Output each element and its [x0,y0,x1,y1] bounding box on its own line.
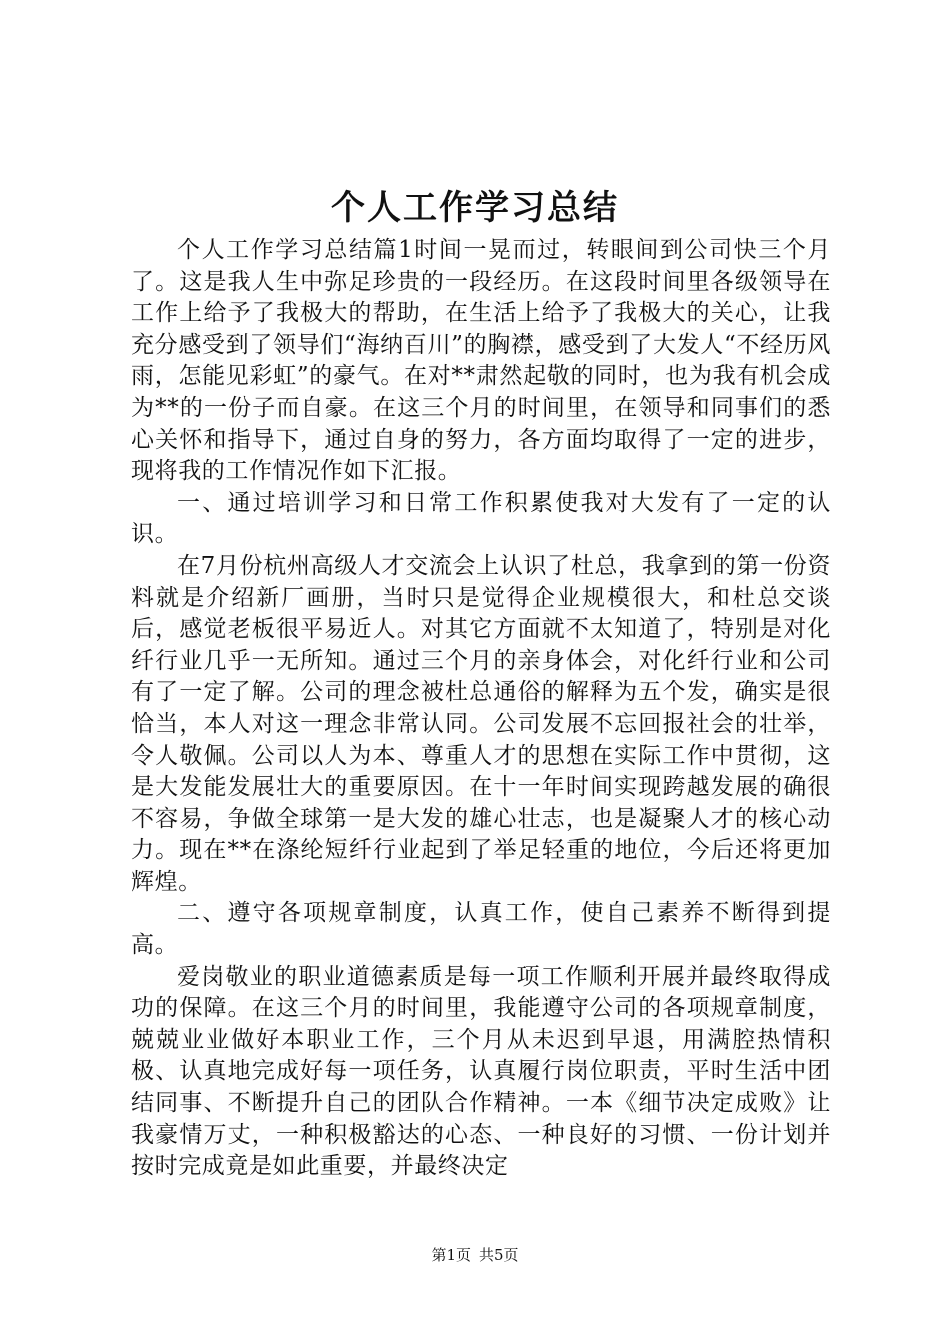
section-heading-2: 二、遵守各项规章制度，认真工作，使自己素养不断得到提高。 [131,900,831,959]
section-heading-1: 一、通过培训学习和日常工作积累使我对大发有了一定的认识。 [131,489,831,548]
page-number: 第1页 [431,1246,471,1264]
document-title: 个人工作学习总结 [331,188,619,228]
paragraph-section-1: 在7月份杭州高级人才交流会上认识了杜总，我拿到的第一份资料就是介绍新厂画册，当时只是觉得企业规模很大，和杜总交谈后，感觉老板很平易近人。对其它方面就不太知道了，特别是对化纤行业几乎一无所知。通过三个月的亲身体会，对化纤行业和公司有了一定了解。公司的理念被杜总通俗的解释为五个发，确实是很恰当，本人对这一理念非常认同。公司发展不忘回报社会的壮举，令人敬佩。公司以人为本、尊重人才的思想在实际工作中贯彻，这是大发能发展壮大的重要原因。在十一年时间实现跨越发展的确很不容易，争做全球第一是大发的雄心壮志，也是凝聚人才的核心动力。现在**在涤纶短纤行业起到了举足轻重的地位，今后还将更加辉煌。 [131,552,831,895]
page-total: 共5页 [479,1246,519,1264]
paragraph-section-2: 爱岗敬业的职业道德素质是每一项工作顺利开展并最终取得成功的保障。在这三个月的时间里，我能遵守公司的各项规章制度，兢兢业业做好本职业工作，三个月从未迟到早退，用满腔热情积极、认真地完成好每一项任务，认真履行岗位职责，平时生活中团结同事、不断提升自己的团队合作精神。一本《细节决定成败》让我豪情万丈，一种积极豁达的心态、一种良好的习惯、一份计划并按时完成竟是如此重要，并最终决定 [131,963,831,1180]
page-footer [0,1244,950,1266]
document-body [131,235,831,1183]
paragraph-intro: 个人工作学习总结篇1时间一晃而过，转眼间到公司快三个月了。这是我人生中弥足珍贵的一段经历。在这段时间里各级领导在工作上给予了我极大的帮助，在生活上给予了我极大的关心，让我充分感受到了领导们“海纳百川”的胸襟，感受到了大发人“不经历风雨，怎能见彩虹”的豪气。在对**肃然起敬的同时，也为我有机会成为**的一份子而自豪。在这三个月的时间里，在领导和同事们的悉心关怀和指导下，通过自身的努力，各方面均取得了一定的进步，现将我的工作情况作如下汇报。 [131,237,831,485]
